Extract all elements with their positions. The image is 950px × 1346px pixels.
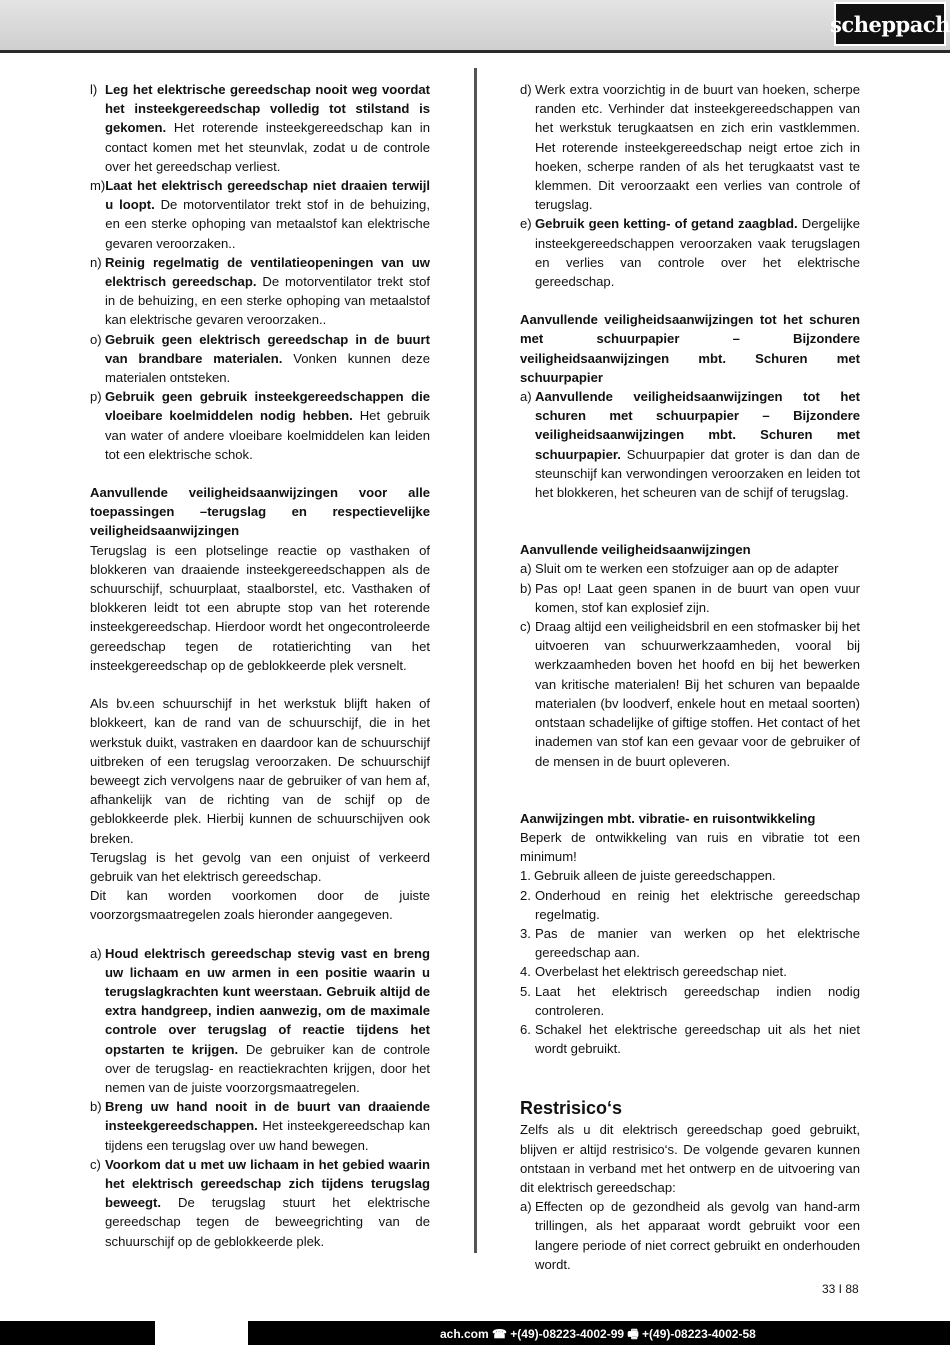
list-item-text xyxy=(534,866,860,885)
spacer xyxy=(90,675,430,694)
section-heading: Aanvullende veiligheidsaanwijzingen voor alle toepassingen –terugslag en respectievelijke veiligheidsaanwijzingen xyxy=(90,485,430,539)
list-item xyxy=(520,866,860,885)
section-heading: Aanvullende veiligheidsaanwijzingen xyxy=(520,542,751,558)
list-item-body: Schuurpapier dat groter is dan dan de steunschijf kan verwondingen veroorzaken en leiden tot het blokkeren, het scheuren van de schijf of terugslag. xyxy=(535,446,860,501)
list-item-text xyxy=(535,579,860,617)
spacer xyxy=(90,925,430,944)
page-number: 33 I 88 xyxy=(822,1282,859,1296)
list-item-label: o) xyxy=(90,331,102,347)
list-item xyxy=(90,387,430,464)
section-heading: Aanwijzingen mbt. vibratie- en ruisontwikkeling xyxy=(520,810,816,826)
list-item-text xyxy=(105,387,430,464)
list-item xyxy=(520,559,860,578)
list-item xyxy=(90,176,430,253)
list-item-bold: Leg het elektrische gereedschap nooit weg voordat het insteekgereedschap volledig tot stilstand is gekomen. xyxy=(105,82,430,136)
list-item xyxy=(520,579,860,617)
list-item-text xyxy=(105,80,430,176)
list-item-label: 6. xyxy=(520,1021,531,1037)
paragraph: Als bv.een schuurschijf in het werkstuk blijft haken of blokkeert, kan de rand van de schuurschijf, die in het werkstuk duikt, vastraken en daardoor kan de schuurschijf uitbreken of een terugslag veroorzaken. De schuurschijf beweegt zich vervolgens naar de gebruiker of van hem af, afhankelijk van de richting van de schijf op de geblokkeerde plek. Hierbij kunnen de schuurschijven ook breken. xyxy=(90,696,430,846)
list-item-label: b) xyxy=(90,1099,102,1115)
spacer xyxy=(520,1058,860,1096)
list-item xyxy=(90,253,430,330)
list-item-body: Sluit om te werken een stofzuiger aan op de adapter xyxy=(535,561,839,577)
list-item-bold: Gebruik geen ketting- of getand zaagblad. xyxy=(535,216,798,232)
list-item-text xyxy=(105,253,430,330)
list-item-body: Pas de manier van werken op het elektrische gereedschap aan. xyxy=(535,925,860,961)
list-item xyxy=(520,617,860,771)
spacer xyxy=(520,291,860,310)
list-item-bold: Breng uw hand nooit in de buurt van draaiende insteekgereedschappen. xyxy=(105,1099,430,1134)
list-item-label: d) xyxy=(520,82,532,97)
footer-gap xyxy=(155,1321,248,1345)
list-item-body: Schakel het elektrische gereedschap uit als het niet wordt gebruikt. xyxy=(535,1021,860,1057)
list-item-text xyxy=(105,176,430,253)
list-item xyxy=(90,1155,430,1251)
list-item-label: a) xyxy=(520,389,532,405)
list-item-body: Laat het elektrisch gereedschap indien nodig controleren. xyxy=(535,983,860,1018)
list-item-text xyxy=(535,962,860,981)
list-item-body: De motorventilator trekt stof in de behuizing, en een sterke ophoping van metaalstof kan elektrische gevaren veroorzaken.. xyxy=(105,197,430,251)
list-item-label: a) xyxy=(520,561,532,577)
list-item-label: 2. xyxy=(520,887,531,903)
list-item-body: Effecten op de gezondheid als gevolg van hand-arm trillingen, als het apparaat wordt gebruikt voor een langere periode of niet correct gebruikt en onderhouden wordt. xyxy=(535,1199,860,1272)
list-item-text xyxy=(535,214,860,291)
list-item xyxy=(520,982,860,1020)
right-column xyxy=(520,80,860,1274)
section-title: Restrisico‘s xyxy=(520,1098,623,1119)
list-item-label: e) xyxy=(520,216,532,232)
list-item-body: Draag altijd een veiligheidsbril en een stofmasker bij het uitvoeren van schuurwerkzaamheden, vooral bij werkzaamheden boven het hoofd en bij het bewerken van kritische materialen! Bij het schuren van bepaalde materialen (bv loodverf, enkele hout en metaal soorten) ontstaan schadelijke of giftige stoffen. Het contact of het inademen van stof kan een gevaar voor de gebruiker of de mensen in de buurt opleveren. xyxy=(535,619,860,769)
list-item-body: De motorventilator trekt stof in de behuizing, en een sterke ophoping van metaalstof kan elektrische gevaren veroorzaken.. xyxy=(105,274,430,328)
list-item-text xyxy=(535,886,860,924)
list-item-label: 3. xyxy=(520,925,531,941)
list-item-text xyxy=(105,1155,430,1251)
list-item-body: Onderhoud en reinig het elektrische gereedschap regelmatig. xyxy=(535,887,860,922)
list-item-body: Het gebruik van water of andere vloeibare koelmiddelen kan leiden tot een elektrische schok. xyxy=(105,408,430,462)
list-item-text xyxy=(535,387,860,502)
list-item xyxy=(520,1197,860,1274)
list-item-label: 1. xyxy=(520,868,531,884)
column-divider xyxy=(474,68,477,1253)
paragraph: Beperk de ontwikkeling van ruis en vibratie tot een minimum! xyxy=(520,829,860,865)
list-item-label: l) xyxy=(90,82,98,97)
list-item-text xyxy=(535,924,860,962)
list-item-text xyxy=(535,1020,860,1058)
list-item xyxy=(520,80,860,214)
list-item-bold: Gebruik geen gebruik insteekgereedschappen die vloeibare koelmiddelen nodig hebben. xyxy=(105,389,430,424)
list-item-text xyxy=(535,982,860,1020)
list-item xyxy=(90,80,430,176)
header-bar xyxy=(0,0,950,53)
list-item-text xyxy=(535,617,860,771)
spacer xyxy=(520,502,860,540)
list-item xyxy=(520,1020,860,1058)
list-item-label: a) xyxy=(90,945,102,961)
list-item-text xyxy=(105,1097,430,1155)
list-item xyxy=(520,214,860,291)
list-item-label: n) xyxy=(90,254,102,270)
list-item-text xyxy=(105,330,430,388)
list-item xyxy=(90,944,430,1098)
list-item-body: Overbelast het elektrisch gereedschap niet. xyxy=(535,964,787,980)
list-item-label: a) xyxy=(520,1199,532,1215)
list-item xyxy=(520,924,860,962)
list-item xyxy=(90,330,430,388)
paragraph: Zelfs als u dit elektrisch gereedschap goed gebruikt, blijven er altijd restrisico‘s. De volgende gevaren kunnen ontstaan in verband met het ontwerp en de uitvoering van dit elektrisch gereedschap: xyxy=(520,1122,860,1195)
spacer xyxy=(90,464,430,483)
list-item-body: Pas op! Laat geen spanen in de buurt van open vuur komen, stof kan explosief zijn. xyxy=(535,580,860,615)
list-item-body: De terugslag stuurt het elektrische gereedschap tegen de beweegrichting van de schuurschijf op de geblokkeerde plek. xyxy=(105,1195,430,1249)
list-item-label: b) xyxy=(520,580,532,596)
paragraph: Dit kan worden voorkomen door de juiste voorzorgsmaatregelen zoals hieronder aangegeven. xyxy=(90,888,430,923)
list-item xyxy=(520,387,860,502)
spacer xyxy=(520,771,860,809)
list-item-text xyxy=(535,559,860,578)
list-item xyxy=(520,886,860,924)
list-item-body: Het roterende insteekgereedschap kan in contact komen met het steunvlak, zodat u de controle over het gereedschap verliest. xyxy=(105,120,430,174)
list-item-label: 5. xyxy=(520,983,531,999)
list-item-body: Werk extra voorzichtig in de buurt van hoeken, scherpe randen etc. Verhinder dat insteekgereedschappen van het werkstuk terugkaatsen en zich erin vastklemmen. Het roterende insteekgereedschap neigt ertoe zich in hoeken, scherpe randen of als het terugkaatst vast te klemmen. Dit veroorzaakt een verlies van controle of terugslag. xyxy=(535,82,860,213)
paragraph: Terugslag is een plotselinge reactie op vasthaken of blokkeren van draaiende insteekgereedschappen als de schuurschijf, schuurplaat, staalborstel, etc. Vasthaken of blokkeren leidt tot een abrupte stop van het roterende insteekgereedschap. Hierdoor wordt het ongecontroleerde gereedschap tegen de rotatierichting van het insteekgereedschap op de geblokkeerde plek versnelt. xyxy=(90,542,430,673)
list-item-label: c) xyxy=(90,1156,101,1172)
list-item-bold: Gebruik geen elektrisch gereedschap in de buurt van brandbare materialen. xyxy=(105,331,430,366)
list-item-text xyxy=(535,1197,860,1274)
list-item-bold: Aanvullende veiligheidsaanwijzingen tot het schuren met schuurpapier – Bijzondere veiligheidsaanwijzingen mbt. Schuren met schuurpapier. xyxy=(535,389,860,462)
list-item xyxy=(520,962,860,981)
list-item-body: De gebruiker kan de controle over de terugslag- en reactiekrachten krijgen, door het nemen van de juiste voorzorgsmaatregelen. xyxy=(105,1041,430,1095)
list-item-body: Gebruik alleen de juiste gereedschappen. xyxy=(534,868,776,884)
list-item-label: 4. xyxy=(520,964,531,980)
list-item xyxy=(90,1097,430,1155)
list-item-label: c) xyxy=(520,619,531,635)
footer-contact: ach.com ☎ +(49)-08223-4002-99 🖷 +(49)-08223-4002-58 xyxy=(440,1327,756,1341)
list-item-body: Dergelijke insteekgereedschappen veroorzaken vaak terugslagen en verlies van controle over het elektrische gereedschap. xyxy=(535,216,861,290)
list-item-bold: Houd elektrisch gereedschap stevig vast en breng uw lichaam en uw armen in een positie waarin u terugslagkrachten kunt weerstaan. Gebruik altijd de extra handgreep, indien aanwezig, om de maximale controle over terugslag of reactie tijdens het opstarten te krijgen. xyxy=(105,945,430,1057)
list-item-bold: Reinig regelmatig de ventilatieopeningen van uw elektrisch gereedschap. xyxy=(105,254,430,290)
list-item-text xyxy=(535,80,860,214)
list-item-body: Het insteekgereedschap kan tijdens een terugslag over uw hand bewegen. xyxy=(105,1118,430,1153)
list-item-bold: Laat het elektrisch gereedschap niet draaien terwijl u loopt. xyxy=(105,178,430,213)
left-column xyxy=(90,80,430,1251)
brand-logo: scheppach xyxy=(834,2,946,46)
list-item-label: p) xyxy=(90,389,102,405)
paragraph: Terugslag is het gevolg van een onjuist of verkeerd gebruik van het elektrisch gereedschap. xyxy=(90,849,430,884)
section-heading: Aanvullende veiligheidsaanwijzingen tot het schuren met schuurpapier – Bijzondere veiligheidsaanwijzingen mbt. Schuren met schuurpapier xyxy=(520,312,860,385)
list-item-label: m) xyxy=(90,178,106,194)
list-item-bold: Voorkom dat u met uw lichaam in het gebied waarin het elektrisch gereedschap zich tijdens terugslag beweegt. xyxy=(105,1156,430,1211)
list-item-text xyxy=(105,944,430,1098)
list-item-body: Vonken kunnen deze materialen ontsteken. xyxy=(105,350,430,386)
